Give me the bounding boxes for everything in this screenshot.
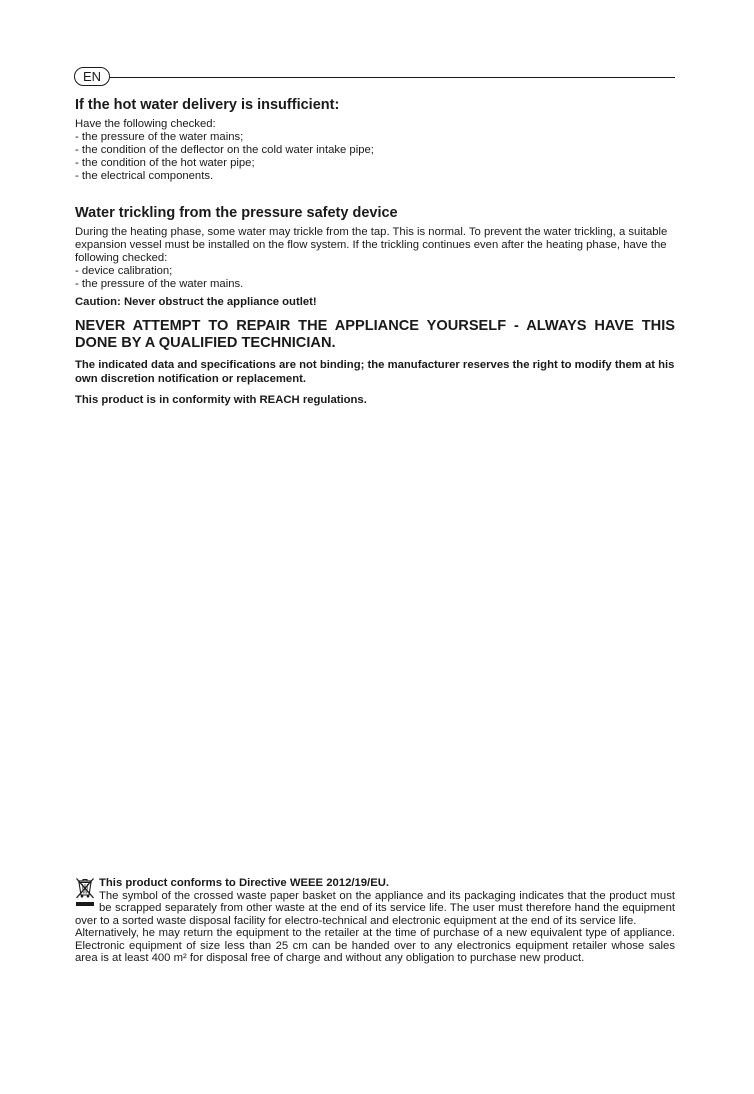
checklist-item: - the pressure of the water mains;	[75, 131, 244, 143]
checklist-item: - the condition of the hot water pipe;	[75, 157, 255, 169]
weee-paragraph-scrapping: The symbol of the crossed waste paper basket on the appliance and its packaging indicates that the product must be scrapped separately from other waste at the end of its service life. The user must therefore hand the equipment over to a sorted waste disposal facility for electro-technical and electronic equipment at the end of its service life.	[75, 889, 675, 927]
header-divider	[110, 77, 675, 78]
crossed-out-wheelie-bin-icon	[75, 877, 95, 908]
caution-note: Caution: Never obstruct the appliance outlet!	[75, 296, 317, 308]
checklist-item: - the condition of the deflector on the cold water intake pipe;	[75, 144, 374, 156]
section-trickling	[75, 204, 675, 309]
weee-paragraph-return: Alternatively, he may return the equipment to the retailer at the time of purchase of a new equivalent type of appliance. Electronic equipment of size less than 25 cm can be handed over to any electronics equipment retailer whose sales area is at least 400 m² for disposal free of charge and without any obligation to purchase new product.	[75, 927, 675, 964]
section-title-hot-water: If the hot water delivery is insufficient:	[75, 97, 340, 113]
checklist-item: - the electrical components.	[75, 170, 214, 182]
language-badge: EN	[74, 67, 110, 86]
trickling-paragraph: During the heating phase, some water may trickle from the tap. This is normal. To prevent the water trickling, a suitable expansion vessel must be installed on the flow system. If the trickling continues even after the heating phase, have the following checked:	[75, 226, 668, 264]
checklist-intro: Have the following checked:	[75, 118, 216, 130]
section-hot-water	[75, 96, 675, 183]
page-header	[74, 67, 675, 89]
main-content	[75, 96, 675, 407]
checklist-item: - the pressure of the water mains.	[75, 278, 244, 290]
repair-warning: NEVER ATTEMPT TO REPAIR THE APPLIANCE YOURSELF - ALWAYS HAVE THIS DONE BY A QUALIFIED TECHNICIAN.	[75, 318, 675, 351]
reach-conformity-note: This product is in conformity with REACH regulations.	[75, 394, 367, 406]
section-title-trickling: Water trickling from the pressure safety device	[75, 205, 398, 221]
specifications-disclaimer: The indicated data and specifications are not binding; the manufacturer reserves the right to modify them at his own discretion notification or replacement.	[75, 359, 675, 385]
weee-notice	[75, 877, 675, 965]
checklist-item: - device calibration;	[75, 265, 173, 277]
weee-directive-title: This product conforms to Directive WEEE 2012/19/EU.	[99, 877, 390, 889]
